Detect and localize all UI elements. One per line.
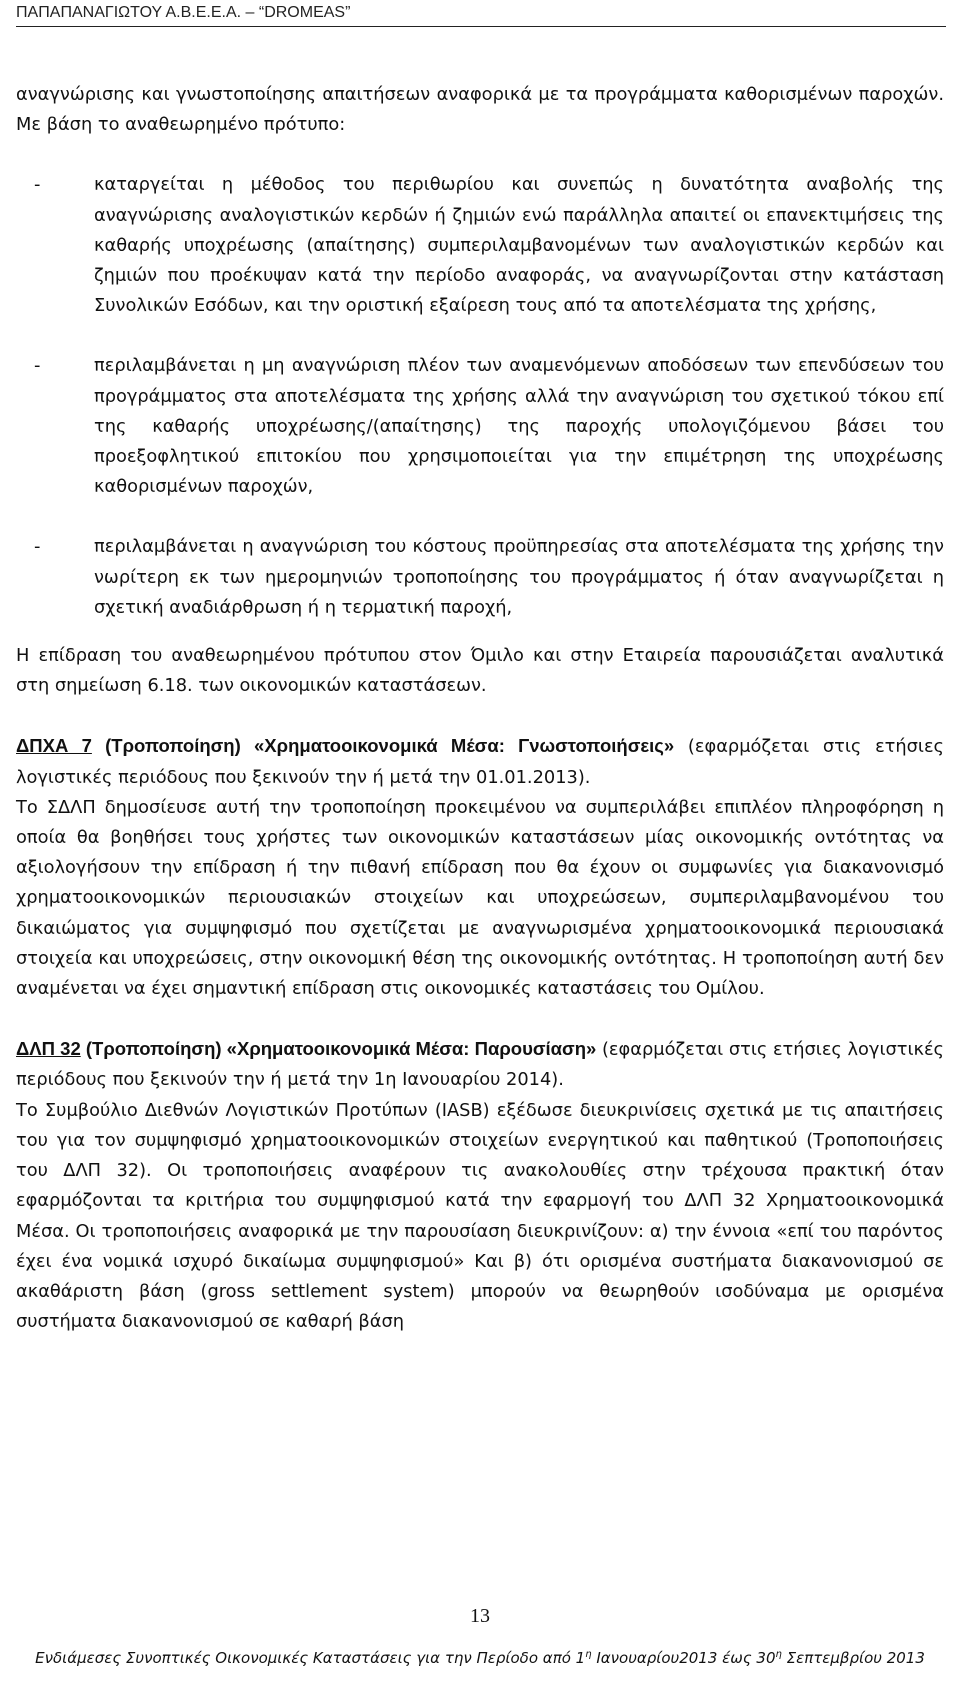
section-heading-ias32 (16, 1034, 944, 1095)
section-heading-ifrs7 (16, 731, 944, 792)
page-footer (0, 1649, 960, 1667)
document-body (16, 80, 944, 1337)
section-code: ΔΠΧΑ 7 (16, 735, 92, 757)
list-item-text: περιλαμβάνεται η αναγνώριση του κόστους προϋπηρεσίας στα αποτελέσματα της χρήσης την νωρίτερη εκ των ημερομηνιών τροποποίησης του προγράμματος ή όταν αναγνωρίζεται η σχετική αναδιάρθρωση ή η τερματική παροχή, (94, 536, 944, 618)
section-code: ΔΛΠ 32 (16, 1038, 81, 1060)
section-title: (Τροποποίηση) «Χρηματοοικονομικά Μέσα: Παρουσίαση» (80, 1038, 597, 1060)
section-title: (Τροποποίηση) «Χρηματοοικονομικά Μέσα: Γνωστοποιήσεις» (91, 735, 675, 757)
impact-paragraph: Η επίδραση του αναθεωρημένου πρότυπου στον Όμιλο και στην Εταιρεία παρουσιάζεται αναλυτικά στη σημείωση 6.18. των οικονομικών καταστάσεων. (16, 645, 944, 697)
list-item (16, 532, 944, 623)
intro-paragraph: αναγνώρισης και γνωστοποίησης απαιτήσεων αναφορικά με τα προγράμματα καθορισμένων παροχών. Με βάση το αναθεωρημένο πρότυπο: (16, 84, 944, 136)
list-item-text: περιλαμβάνεται η μη αναγνώριση πλέον των αναμενόμενων αποδόσεων των επενδύσεων του προγράμματος στα αποτελέσματα της χρήσης αλλά την αναγνώριση του σχετικού τόκου επί της καθαρής υποχρέωσης/(απαίτησης) της παροχής υπολογιζόμενου βάσει του προεξοφλητικού επιτοκίου που χρησιμοποιείται για την επιμέτρηση της υποχρέωσης καθορισμένων παροχών, (94, 355, 944, 498)
footer-sup: η (775, 1649, 782, 1660)
list-item-text: καταργείται η μέθοδος του περιθωρίου και συνεπώς η δυνατότητα αναβολής της αναγνώρισης αναλογιστικών κερδών ή ζημιών ενώ παράλληλα απαιτεί οι επανεκτιμήσεις της καθαρής υποχρέωσης (απαίτησης) συμπεριλαμβανομένων των αναλογιστικών κερδών και ζημιών που προέκυψαν κατά την περίοδο αναφοράς, να αναγνωρίζονται στην κατάσταση Συνολικών Εσόδων, και την οριστική εξαίρεση τους από τα αποτελέσματα της χρήσης, (94, 174, 944, 317)
section-applies: (εφαρμόζεται στις ετήσιες λογιστικές περιόδους που ξεκινούν την ή μετά την 1η Ιανουαρίου 2014). (16, 1039, 944, 1091)
bullet-dash: - (34, 174, 41, 196)
section-body: Το Συμβούλιο Διεθνών Λογιστικών Προτύπων (IASB) εξέδωσε διευκρινίσεις σχετικά με τις απαιτήσεις του για τον συμψηφισμό χρηματοοικονομικών στοιχείων ενεργητικού και παθητικού (Τροποποιήσεις του ΔΛΠ 32). Οι τροποποιήσεις αναφέρουν τις ανακολουθίες στην τρέχουσα πρακτική όταν εφαρμόζονται τα κριτήρια του συμψηφισμού κατά την εφαρμογή του ΔΛΠ 32 Χρηματοοικονομικά Μέσα. Οι τροποποιήσεις αναφορικά με την παρουσίαση διευκρινίζουν: α) την έννοια «επί του παρόντος έχει ένα νομικά ισχυρό δικαίωμα συμψηφισμού» Και β) ότι ορισμένα συστήματα διακανονισμού σε ακαθάριστη βάση (gross settlement system) μπορούν να θεωρηθούν ισοδύναμα με ορισμένα συστήματα διακανονισμού σε καθαρή βάση (16, 1099, 944, 1333)
company-name: ΠΑΠΑΠΑΝΑΓΙΩΤΟΥ Α.Β.Ε.Ε.Α. – “DROMEAS” (16, 4, 351, 21)
bullet-dash: - (34, 536, 41, 558)
footer-text: Ιανουαρίου2013 έως 30 (591, 1649, 776, 1667)
footer-sup: η (585, 1649, 592, 1660)
page-number: 13 (470, 1605, 490, 1627)
footer-text: Ενδιάμεσες Συνοπτικές Οικονομικές Καταστάσεις για την Περίοδο από 1 (35, 1649, 586, 1667)
section-body: Το ΣΔΛΠ δημοσίευσε αυτή την τροποποίηση προκειμένου να συμπεριλάβει επιπλέον πληροφόρηση η οποία θα βοηθήσει τους χρήστες των οικονομικών καταστάσεων μίας οικονομικής οντότητας να αξιολογήσουν την επίδραση ή την πιθανή επίδραση που θα έχουν οι συμφωνίες για διακανονισμό χρηματοοικονομικών περιουσιακών στοιχείων και υποχρεώσεων, συμπεριλαμβανομένου του δικαιώματος για συμψηφισμό που σχετίζεται με αναγνωρισμένα χρηματοοικονομικά περιουσιακά στοιχεία και υποχρεώσεις, στην οικονομική θέση της οικονομικής οντότητας. Η τροποποίηση αυτή δεν αναμένεται να έχει σημαντική επίδραση στις οικονομικές καταστάσεις του Ομίλου. (16, 796, 944, 1000)
list-item (16, 351, 944, 502)
page-header (16, 4, 946, 27)
section-applies: (εφαρμόζεται στις ετήσιες λογιστικές περιόδους που ξεκινούν την ή μετά την 01.01.2013). (16, 736, 944, 788)
list-item (16, 170, 944, 321)
footer-text: Σεπτεμβρίου 2013 (781, 1649, 925, 1667)
bullet-dash: - (34, 355, 41, 377)
